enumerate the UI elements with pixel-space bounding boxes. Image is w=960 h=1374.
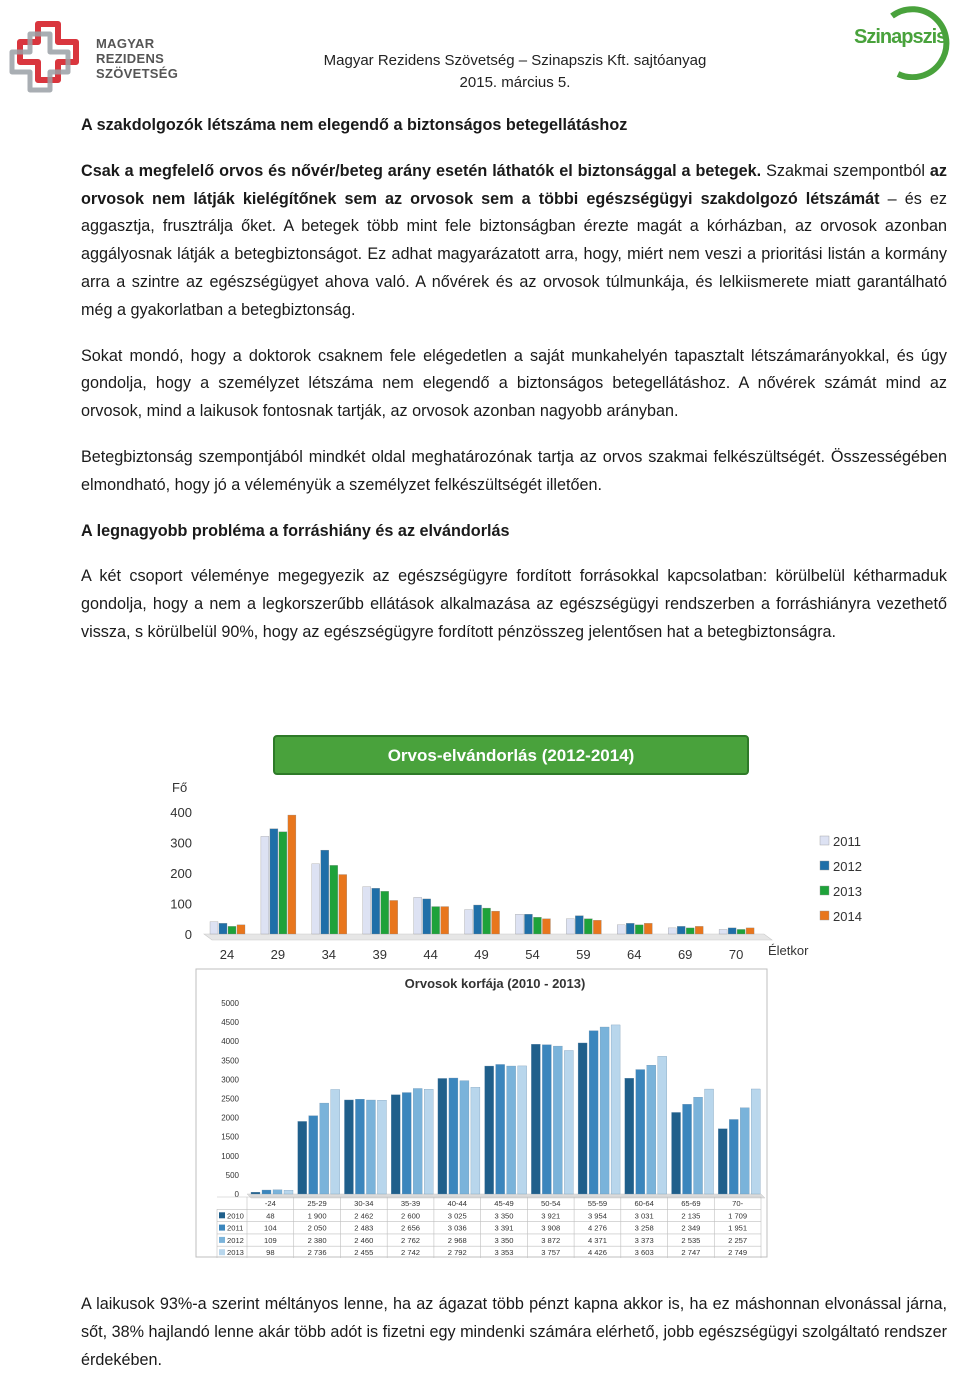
table-cell: 2 462 xyxy=(354,1211,374,1221)
y-tick-label: 2000 xyxy=(221,1113,239,1123)
table-cell: 3 350 xyxy=(494,1235,514,1245)
bar-2013-65-69 xyxy=(705,1089,714,1194)
bar-2014-70 xyxy=(746,928,754,934)
table-cell: 2 460 xyxy=(354,1235,374,1245)
table-cell: 2 749 xyxy=(728,1248,748,1258)
table-legend-swatch-2011 xyxy=(219,1225,225,1231)
bar-2012-44 xyxy=(423,899,431,934)
bar-2013-59 xyxy=(584,919,592,934)
table-cell: 2 257 xyxy=(728,1235,748,1245)
x-tick-label: 39 xyxy=(372,947,387,962)
table-col-header: 70- xyxy=(732,1199,744,1208)
bar-2012-60-64 xyxy=(647,1065,656,1194)
table-cell: 1 709 xyxy=(728,1211,748,1221)
table-row-label-2012: 2012 xyxy=(227,1235,244,1245)
bar-2012-40-44 xyxy=(460,1081,469,1194)
bar-2014-24 xyxy=(237,925,245,934)
bar-2012-35-39 xyxy=(413,1088,422,1194)
bar-2011-49 xyxy=(465,910,473,934)
paragraph-closing: A laikusok 93%-a szerint méltányos lenne, ha az ágazat több pénzt kapna akkor is, ha ez máshonnan elvonással járna, sőt, 38% hajlandó lenne akár több adót is fizetni egy mindenki számára elérhető, jobb egészségügyi szolgáltató rendszer érdekében. xyxy=(81,1295,947,1369)
paragraph-funding-1: A két csoport véleménye megegyezik az egészségügyre fordított forrásokkal kapcsolatban: körülbelül kétharmaduk gondolja, hogy a nem a legkorszerűbb ellátások alkalmazása az egészségügyi rendszerben a forráshiányra vezethető vissza, s körülbelül 90%, hogy az egészségügyre fordított pénzösszeg jelentősen hat a betegbiztonságra. xyxy=(81,567,947,641)
bar-2012-50-54 xyxy=(553,1046,562,1194)
bar-2012-25-29 xyxy=(320,1103,329,1194)
bar-2012-29 xyxy=(270,829,278,934)
table-cell: 3 031 xyxy=(634,1211,654,1221)
legend-swatch-2011 xyxy=(820,836,829,845)
bar-2013-70 xyxy=(737,929,745,934)
bar-2012-55-59 xyxy=(600,1027,609,1194)
mrsz-cross-icon xyxy=(8,20,92,96)
table-row-label-2010: 2010 xyxy=(227,1211,244,1221)
bar-2011-65-69 xyxy=(683,1104,692,1194)
table-row-label-2013: 2013 xyxy=(227,1248,244,1258)
bar-2013--24 xyxy=(284,1190,293,1194)
bar-2013-69 xyxy=(686,928,694,934)
x-tick-label: 44 xyxy=(423,947,438,962)
section-heading-funding: A legnagyobb probléma a forráshiány és az elvándorlás xyxy=(81,521,510,540)
x-tick-label: 64 xyxy=(627,947,642,962)
bar-2012-39 xyxy=(372,888,380,934)
bar-2013-40-44 xyxy=(471,1087,480,1194)
bar-2014-69 xyxy=(695,926,703,934)
chart-emigration-svg xyxy=(160,730,880,970)
chart-title: Orvos-elvándorlás (2012-2014) xyxy=(387,746,635,765)
table-cell: 3 954 xyxy=(587,1211,607,1221)
table-cell: 2 349 xyxy=(681,1223,701,1233)
mrsz-logo-text: MAGYAR REZIDENS SZÖVETSÉG xyxy=(96,36,179,81)
table-cell: 109 xyxy=(264,1235,277,1245)
bar-2013-29 xyxy=(279,832,287,934)
bar-2011-59 xyxy=(566,919,574,934)
x-tick-label: 54 xyxy=(525,947,540,962)
table-cell: 2 483 xyxy=(354,1223,374,1233)
x-axis-label: Életkor xyxy=(768,943,809,958)
chart-age-pyramid xyxy=(195,968,768,1258)
table-col-header: 60-64 xyxy=(634,1199,654,1208)
y-tick-label: 1000 xyxy=(221,1151,239,1161)
bar-2014-39 xyxy=(390,900,398,934)
table-cell: 3 603 xyxy=(634,1248,654,1258)
bar-2011--24 xyxy=(262,1190,271,1194)
bar-2013-39 xyxy=(381,891,389,934)
bar-2012-70 xyxy=(728,928,736,934)
bar-2013-55-59 xyxy=(611,1025,620,1194)
bar-2010-60-64 xyxy=(625,1078,634,1194)
bar-2011-45-49 xyxy=(496,1064,505,1194)
table-cell: 98 xyxy=(266,1248,275,1258)
table-cell: 3 350 xyxy=(494,1211,514,1221)
legend-label-2013: 2013 xyxy=(833,884,862,899)
x-tick-label: 24 xyxy=(219,947,235,962)
bar-2011-70 xyxy=(719,929,727,934)
y-tick-label: 400 xyxy=(170,805,192,820)
bar-2011-70- xyxy=(729,1119,738,1194)
table-col-header: 25-29 xyxy=(307,1199,327,1208)
x-tick-label: 29 xyxy=(270,947,286,962)
bar-2010-45-49 xyxy=(485,1066,494,1194)
bar-2011-50-54 xyxy=(542,1045,551,1194)
press-release-date: 2015. március 5. xyxy=(459,74,571,91)
y-tick-label: 500 xyxy=(225,1170,239,1180)
table-cell: 2 742 xyxy=(401,1248,421,1258)
bar-2012--24 xyxy=(273,1190,282,1194)
y-tick-label: 200 xyxy=(170,866,192,881)
bar-2011-60-64 xyxy=(636,1070,645,1194)
bar-2011-69 xyxy=(668,928,676,934)
bar-2013-44 xyxy=(432,907,440,934)
press-release-info xyxy=(240,50,790,94)
table-cell: 3 872 xyxy=(541,1235,561,1245)
table-cell: 2 747 xyxy=(681,1248,701,1258)
table-cell: 3 258 xyxy=(634,1223,654,1233)
x-tick-label: 70 xyxy=(728,947,744,962)
table-legend-swatch-2012 xyxy=(219,1237,225,1243)
table-cell: 3 036 xyxy=(447,1223,467,1233)
chart-floor xyxy=(247,1194,765,1198)
bar-2010-50-54 xyxy=(531,1044,540,1194)
bar-2011-34 xyxy=(312,864,320,934)
table-cell: 3 757 xyxy=(541,1248,561,1258)
y-tick-label: 5000 xyxy=(221,999,239,1008)
bar-2012-59 xyxy=(575,916,583,934)
table-cell: 3 391 xyxy=(494,1223,514,1233)
table-cell: 1 951 xyxy=(728,1223,748,1233)
table-cell: 4 371 xyxy=(587,1235,607,1245)
szinapszis-logo: Szinapszis xyxy=(852,6,956,80)
legend-swatch-2014 xyxy=(820,911,829,920)
table-row-label-2011: 2011 xyxy=(227,1223,244,1233)
press-release-title: Magyar Rezidens Szövetség – Szinapszis Kft. sajtóanyag xyxy=(323,52,707,69)
bar-2011-25-29 xyxy=(309,1116,318,1194)
table-cell: 2 050 xyxy=(307,1223,327,1233)
bar-2014-34 xyxy=(339,875,347,934)
chart-emigration xyxy=(160,730,880,970)
table-cell: 1 900 xyxy=(307,1211,327,1221)
y-tick-label: 100 xyxy=(170,896,192,912)
y-tick-label: 0 xyxy=(184,927,192,942)
table-col-header: 30-34 xyxy=(354,1199,374,1208)
chart-floor xyxy=(204,934,772,940)
chart-age-pyramid-svg xyxy=(195,968,768,1258)
bar-2010-55-59 xyxy=(578,1043,587,1194)
x-tick-label: 34 xyxy=(321,947,337,962)
table-cell: 2 736 xyxy=(307,1248,327,1258)
bar-2013-60-64 xyxy=(658,1056,667,1194)
bar-2014-64 xyxy=(644,923,652,934)
table-cell: 2 792 xyxy=(447,1248,467,1258)
y-tick-label: 0 xyxy=(234,1190,239,1199)
section-staffing xyxy=(81,112,947,647)
bar-2010-65-69 xyxy=(672,1112,681,1194)
bar-2012-69 xyxy=(677,926,685,934)
y-tick-label: 3500 xyxy=(221,1056,239,1066)
bar-2014-54 xyxy=(542,919,550,934)
bar-2010--24 xyxy=(251,1192,260,1194)
y-tick-label: 4500 xyxy=(221,1018,239,1028)
bar-2011-44 xyxy=(414,897,422,934)
bar-2011-54 xyxy=(515,914,523,934)
table-cell: 4 276 xyxy=(587,1223,607,1233)
bar-2012-65-69 xyxy=(694,1097,703,1194)
bar-2010-35-39 xyxy=(391,1095,400,1194)
bar-2013-30-34 xyxy=(377,1100,386,1194)
bar-2012-64 xyxy=(626,923,634,934)
paragraph-staffing-1: Csak a megfelelő orvos és nővér/beteg arány esetén láthatók el biztonsággal a betegek. Szakmai szempontból az orvosok nem látják kielégítőnek sem az orvosok sem a többi egészségügyi szakdolgozó létszámát – és ez aggasztja, frusztrálja őket. A betegek több mint fele biztonságban érezte magát a kórházban, az orvosok azonban aggályosnak látják a betegbiztonságot. Ez adhat magyarázatott arra, hogy, miért nem veszi a prioritási listán a kormány arra a szintre az egészségügyet ahova való. A nővérek és az orvosok túlmunkája, és lelkiismerete miatt garantálható még a gyakorlatban a betegbiztonság. xyxy=(81,161,947,319)
bar-2013-50-54 xyxy=(564,1050,573,1194)
bar-2011-55-59 xyxy=(589,1031,598,1194)
bar-2013-25-29 xyxy=(331,1089,340,1194)
bar-2014-49 xyxy=(492,911,500,934)
table-cell: 3 353 xyxy=(494,1248,514,1258)
table-col-header: 40-44 xyxy=(447,1199,467,1208)
bar-2013-45-49 xyxy=(518,1066,527,1194)
paragraph-staffing-3: Betegbiztonság szempontjából mindkét oldal meghatározónak tartja az orvos szakmai felkészültségét. Összességében elmondható, hogy jó a véleményük a személyzet felkészültségét illetően. xyxy=(81,447,947,494)
table-cell: 3 921 xyxy=(541,1211,561,1221)
bar-2013-24 xyxy=(228,926,236,934)
section-heading-staffing: A szakdolgozók létszáma nem elegendő a biztonságos betegellátáshoz xyxy=(81,116,628,134)
bar-2013-70- xyxy=(751,1089,760,1194)
section-closing xyxy=(81,1291,947,1374)
bar-2012-30-34 xyxy=(366,1100,375,1194)
bar-2011-40-44 xyxy=(449,1078,458,1194)
table-cell: 2 968 xyxy=(447,1235,467,1245)
paragraph-staffing-2: Sokat mondó, hogy a doktorok csaknem fele elégedetlen a saját munkahelyén tapasztalt létszámarányokkal, és úgy gondolja, hogy a személyzet létszáma nem elegendő a biztonságos betegellátáshoz. A nővérek számát mind az orvosok, mind a laikusok fontosnak tartják, az orvosok azonban nagyobb arányban. xyxy=(81,346,947,421)
bar-2011-64 xyxy=(617,925,625,934)
legend-label-2014: 2014 xyxy=(833,909,862,924)
bar-2012-24 xyxy=(219,923,227,934)
bar-2012-54 xyxy=(524,914,532,934)
table-cell: 2 600 xyxy=(401,1211,421,1221)
bar-2012-34 xyxy=(321,850,329,934)
table-col-header: 50-54 xyxy=(541,1199,561,1208)
mrsz-logo xyxy=(8,20,178,96)
table-cell: 48 xyxy=(266,1211,275,1221)
chart-title: Orvosok korfája (2010 - 2013) xyxy=(404,976,586,991)
y-tick-label: 300 xyxy=(170,835,192,851)
y-tick-label: 4000 xyxy=(221,1037,239,1047)
bar-2012-49 xyxy=(474,905,482,934)
x-tick-label: 49 xyxy=(474,947,489,962)
bar-2014-29 xyxy=(288,815,296,934)
bar-2013-49 xyxy=(483,908,491,934)
bar-2014-59 xyxy=(593,920,601,934)
table-col-header: 35-39 xyxy=(400,1199,421,1208)
table-col-header: -24 xyxy=(264,1199,276,1208)
table-legend-swatch-2010 xyxy=(219,1212,225,1218)
legend-swatch-2012 xyxy=(820,861,829,870)
table-col-header: 45-49 xyxy=(494,1199,514,1208)
table-cell: 2 535 xyxy=(681,1235,701,1245)
bar-2013-54 xyxy=(533,917,541,934)
x-tick-label: 69 xyxy=(677,947,693,962)
table-col-header: 65-69 xyxy=(681,1199,701,1208)
table-cell: 104 xyxy=(264,1223,277,1233)
bar-2012-70- xyxy=(740,1108,749,1194)
table-cell: 3 908 xyxy=(541,1223,561,1233)
legend-swatch-2013 xyxy=(820,886,829,895)
bar-2011-24 xyxy=(210,922,218,934)
y-tick-label: 1500 xyxy=(221,1132,239,1142)
bar-2011-29 xyxy=(261,836,269,934)
bar-2010-40-44 xyxy=(438,1078,447,1194)
y-tick-label: 3000 xyxy=(221,1075,239,1085)
bar-2013-34 xyxy=(330,865,338,934)
table-cell: 2 455 xyxy=(354,1248,374,1258)
legend-label-2011: 2011 xyxy=(833,834,861,849)
table-cell: 2 135 xyxy=(681,1211,701,1221)
y-tick-label: 2500 xyxy=(221,1094,239,1104)
bar-2012-45-49 xyxy=(507,1066,516,1194)
legend-label-2012: 2012 xyxy=(833,859,862,874)
bar-2013-35-39 xyxy=(424,1089,433,1194)
bar-2011-39 xyxy=(363,887,371,934)
bar-2010-25-29 xyxy=(298,1121,307,1194)
bar-2010-70- xyxy=(718,1129,727,1194)
bar-2014-44 xyxy=(441,907,449,934)
page-header xyxy=(0,0,960,110)
table-cell: 3 373 xyxy=(634,1235,654,1245)
table-cell: 2 762 xyxy=(401,1235,421,1245)
bar-2010-30-34 xyxy=(344,1100,353,1194)
bar-2011-35-39 xyxy=(402,1093,411,1194)
table-cell: 2 656 xyxy=(401,1223,421,1233)
table-legend-swatch-2013 xyxy=(219,1249,225,1255)
table-cell: 3 025 xyxy=(447,1211,467,1221)
y-axis-label: Fő xyxy=(172,780,188,795)
bar-2013-64 xyxy=(635,925,643,934)
table-col-header: 55-59 xyxy=(587,1199,608,1208)
bar-2011-30-34 xyxy=(355,1099,364,1194)
x-tick-label: 59 xyxy=(576,947,591,962)
table-cell: 2 380 xyxy=(307,1235,327,1245)
table-cell: 4 426 xyxy=(587,1248,607,1258)
